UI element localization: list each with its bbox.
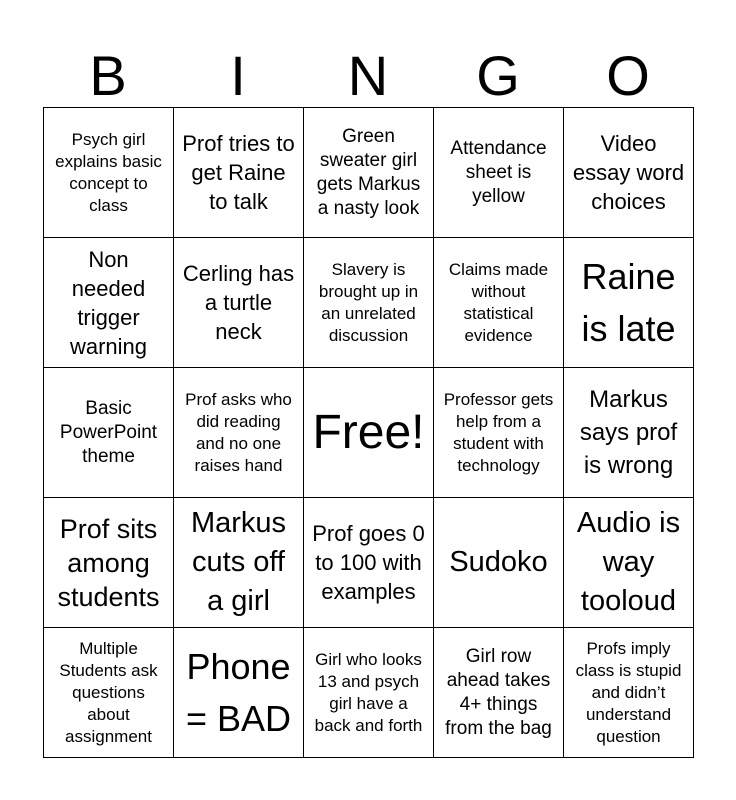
cell-text: Non needed trigger warning bbox=[69, 246, 148, 359]
bingo-cell[interactable] bbox=[44, 628, 174, 758]
cell-text: Sudoko bbox=[449, 546, 548, 578]
cell-text: Attendance sheet is yellow bbox=[450, 137, 547, 207]
bingo-cell[interactable] bbox=[304, 498, 434, 628]
bingo-cell[interactable] bbox=[44, 238, 174, 368]
cell-text: Multiple Students ask questions about assignment bbox=[59, 638, 158, 746]
cell-text: Psych girl explains basic concept to class bbox=[55, 129, 162, 215]
cell-text: Prof asks who did reading and no one raises hand bbox=[185, 389, 292, 475]
bingo-cell[interactable] bbox=[174, 628, 304, 758]
cell-text: Prof sits among students bbox=[57, 513, 160, 612]
bingo-cell[interactable] bbox=[564, 238, 694, 368]
bingo-cell[interactable] bbox=[304, 238, 434, 368]
bingo-cell[interactable] bbox=[434, 108, 564, 238]
header-letter-n: N bbox=[347, 44, 389, 107]
bingo-cell[interactable] bbox=[434, 628, 564, 758]
cell-text: Prof goes 0 to 100 with examples bbox=[312, 521, 425, 604]
bingo-cell[interactable] bbox=[44, 108, 174, 238]
cell-text: Green sweater girl gets Markus a nasty look bbox=[316, 125, 421, 219]
cell-text: Free! bbox=[312, 405, 425, 459]
bingo-cell[interactable] bbox=[174, 238, 304, 368]
header-letter-i: I bbox=[230, 44, 246, 107]
bingo-cell[interactable] bbox=[564, 628, 694, 758]
cell-text: Claims made without statistical evidence bbox=[448, 259, 549, 345]
cell-text: Phone = BAD bbox=[185, 645, 292, 739]
bingo-cell[interactable] bbox=[44, 498, 174, 628]
cell-text: Video essay word choices bbox=[572, 131, 685, 214]
bingo-cell[interactable] bbox=[304, 628, 434, 758]
cell-text: Prof tries to get Raine to talk bbox=[182, 131, 295, 214]
bingo-cell[interactable] bbox=[434, 238, 564, 368]
bingo-cell[interactable] bbox=[174, 368, 304, 498]
header-letter-b: B bbox=[89, 44, 127, 107]
free-space-cell[interactable] bbox=[304, 368, 434, 498]
cell-text: Audio is way tooloud bbox=[576, 507, 681, 617]
cell-text: Markus says prof is wrong bbox=[579, 386, 678, 479]
cell-text: Markus cuts off a girl bbox=[190, 507, 287, 617]
header-letter-o: O bbox=[606, 44, 650, 107]
cell-text: Basic PowerPoint theme bbox=[59, 397, 158, 467]
bingo-cell[interactable] bbox=[434, 498, 564, 628]
header-letter-g: G bbox=[476, 44, 520, 107]
bingo-cell[interactable] bbox=[564, 498, 694, 628]
cell-text: Girl row ahead takes 4+ things from the bag bbox=[445, 645, 552, 739]
bingo-cell[interactable] bbox=[564, 108, 694, 238]
bingo-card-grid bbox=[43, 107, 694, 758]
cell-text: Cerling has a turtle neck bbox=[182, 261, 295, 344]
bingo-cell[interactable] bbox=[434, 368, 564, 498]
bingo-cell[interactable] bbox=[304, 108, 434, 238]
bingo-cell[interactable] bbox=[44, 368, 174, 498]
bingo-cell[interactable] bbox=[174, 498, 304, 628]
cell-text: Girl who looks 13 and psych girl have a back and forth bbox=[314, 649, 423, 735]
bingo-cell[interactable] bbox=[174, 108, 304, 238]
cell-text: Slavery is brought up in an unrelated discussion bbox=[318, 259, 419, 345]
bingo-header bbox=[43, 44, 693, 108]
cell-text: Professor gets help from a student with technology bbox=[443, 389, 554, 475]
bingo-cell[interactable] bbox=[564, 368, 694, 498]
cell-text: Raine is late bbox=[581, 255, 676, 349]
cell-text: Profs imply class is stupid and didn’t understand question bbox=[575, 638, 682, 746]
